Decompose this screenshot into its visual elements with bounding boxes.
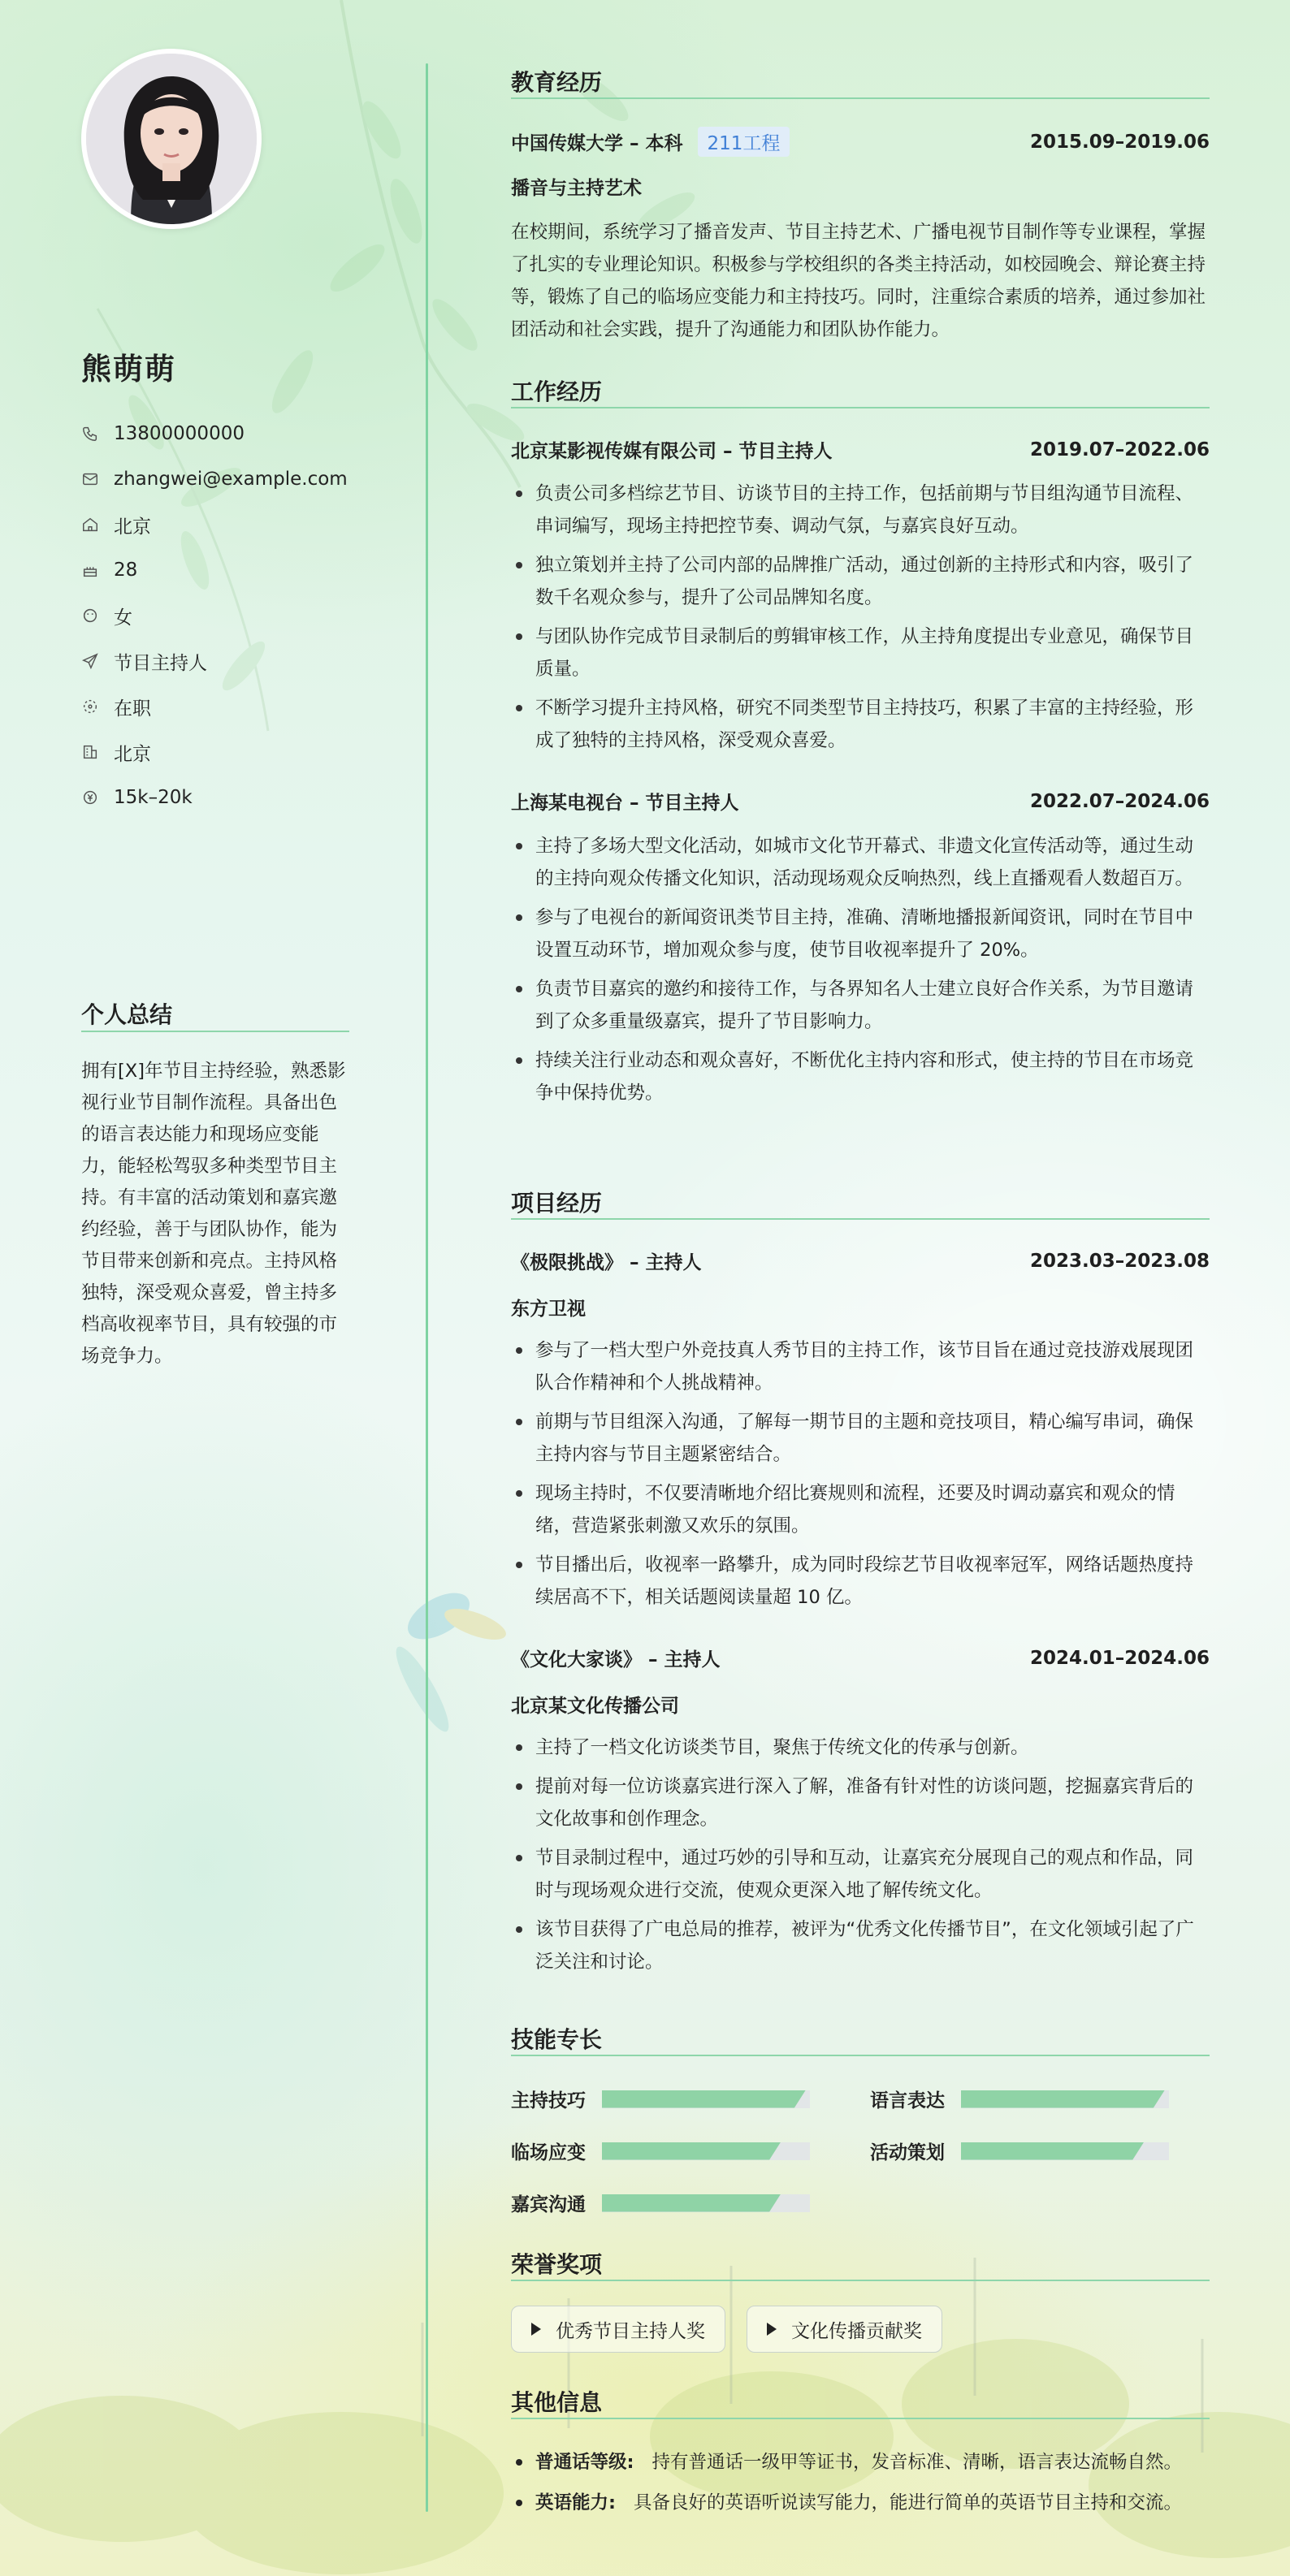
job-2-header: [511, 788, 1210, 815]
list-item: 与团队协作完成节目录制后的剪辑审核工作，从主持角度提出专业意见，确保节目质量。: [511, 620, 1210, 685]
projects-rule: [511, 1218, 1210, 1220]
list-item: 参与了电视台的新闻资讯类节目主持，准确、清晰地播报新闻资讯，同时在节目中设置互动环节，增加观众参与度，使节目收视率提升了 20%。: [511, 901, 1210, 966]
person-name: 熊萌萌: [81, 352, 176, 387]
list-item: 前期与节目组深入沟通，了解每一期节目的主题和竞技项目，精心编写串词，确保主持内容与节目主题紧密结合。: [511, 1406, 1210, 1471]
list-item: 该节目获得了广电总局的推荐，被评为“优秀文化传播节目”，在文化领域引起了广泛关注和讨论。: [511, 1913, 1210, 1978]
work-rule: [511, 407, 1210, 408]
skill-bar-fill: [961, 2090, 1165, 2108]
send-icon: [81, 652, 99, 670]
education-school: 中国传媒大学 – 本科: [511, 133, 683, 154]
contact-info-list: [81, 411, 348, 820]
list-item: 负责公司多档综艺节目、访谈节目的主持工作，包括前期与节目组沟通节目流程、串词编写，现场主持把控节奏、调动气氛，与嘉宾良好互动。: [511, 478, 1210, 542]
home-icon: [81, 516, 99, 534]
skill-bar: [961, 2090, 1169, 2108]
other-info-list: [511, 2446, 1210, 2527]
list-item: 独立策划并主持了公司内部的品牌推广活动，通过创新的主持形式和内容，吸引了数千名观众参与，提升了公司品牌知名度。: [511, 549, 1210, 614]
building-icon: [81, 743, 99, 761]
list-item: 提前对每一位访谈嘉宾进行深入了解，准备有针对性的访谈问题，挖掘嘉宾背后的文化故事和创作理念。: [511, 1770, 1210, 1835]
other-title: 其他信息: [511, 2389, 603, 2416]
skill-label: 临场应变: [511, 2142, 586, 2163]
info-phone-value: 13800000000: [114, 423, 245, 444]
skill-bar: [961, 2142, 1169, 2160]
list-item: 持续关注行业动态和观众喜好，不断优化主持内容和形式，使主持的节目在市场竞争中保持优势。: [511, 1044, 1210, 1109]
info-email: [81, 456, 348, 502]
info-position-value: 节目主持人: [114, 652, 207, 674]
project-2-bullets: [511, 1731, 1210, 1985]
info-city-value: 北京: [114, 743, 151, 765]
education-rule: [511, 97, 1210, 99]
education-header: [511, 127, 1210, 157]
skill-bar: [602, 2090, 810, 2108]
skill-item: [511, 2189, 810, 2216]
portrait-image: [86, 54, 257, 224]
work-title: 工作经历: [511, 378, 603, 405]
project-2-header: [511, 1645, 1210, 1671]
project-1-header: [511, 1247, 1210, 1274]
project-1-org: 东方卫视: [511, 1299, 586, 1320]
skill-bar: [602, 2194, 810, 2212]
info-position: [81, 638, 348, 684]
list-item: 节目播出后，收视率一路攀升，成为同时段综艺节目收视率冠军，网络话题热度持续居高不下，相关话题阅读量超 10 亿。: [511, 1549, 1210, 1614]
summary-text: 拥有[X]年节目主持经验，熟悉影视行业节目制作流程。具备出色的语言表达能力和现场应变能力，能轻松驾驭多种类型节目主持。有丰富的活动策划和嘉宾邀约经验，善于与团队协作，能为节目带来创新和亮点。主持风格独特，深受观众喜爱，曾主持多档高收视率节目，具有较强的市场竞争力。: [81, 1061, 346, 1367]
education-desc: 在校期间，系统学习了播音发声、节目主持艺术、广播电视节目制作等专业课程，掌握了扎实的专业理论知识。积极参与学校组织的各类主持活动，如校园晚会、辩论赛主持等，锻炼了自己的临场应变能力和主持技巧。同时，注重综合素质的培养，通过参加社团活动和社会实践，提升了沟通能力和团队协作能力。: [511, 222, 1206, 340]
info-gender-value: 女: [114, 607, 132, 629]
award-badge: [511, 2306, 725, 2353]
list-item: [511, 2487, 1210, 2519]
play-icon: [531, 2323, 541, 2336]
project-2-org: 北京某文化传播公司: [511, 1696, 679, 1717]
list-item: 负责节目嘉宾的邀约和接待工作，与各界知名人士建立良好合作关系，为节目邀请到了众多重量级嘉宾，提升了节目影响力。: [511, 973, 1210, 1038]
list-item: 节目录制过程中，通过巧妙的引导和互动，让嘉宾充分展现自己的观点和作品，同时与现场观众进行交流，使观众更深入地了解传统文化。: [511, 1842, 1210, 1907]
skill-item: [511, 2137, 810, 2164]
other-value: 具备良好的英语听说读写能力，能进行简单的英语节目主持和交流。: [634, 2492, 1183, 2513]
job-1-header: [511, 436, 1210, 463]
cake-icon: [81, 561, 99, 579]
summary-title: 个人总结: [81, 1001, 173, 1028]
salary-icon: [81, 789, 99, 806]
play-icon: [767, 2323, 777, 2336]
job-1-company: 北京某影视传媒有限公司 – 节目主持人: [511, 441, 833, 462]
skill-bar-fill: [961, 2142, 1144, 2160]
info-home: [81, 502, 348, 547]
project-2-date: 2024.01–2024.06: [1029, 1647, 1210, 1669]
info-salary-value: 15k–20k: [114, 787, 193, 808]
info-salary: [81, 775, 348, 820]
info-age: [81, 547, 348, 593]
skills-rule: [511, 2055, 1210, 2056]
info-city: [81, 729, 348, 775]
skill-label: 主持技巧: [511, 2090, 586, 2111]
skill-bar: [602, 2142, 810, 2160]
skills-title: 技能专长: [511, 2026, 603, 2053]
list-item: [511, 2446, 1210, 2479]
job-2-date: 2022.07–2024.06: [1029, 790, 1210, 812]
skill-label: 嘉宾沟通: [511, 2194, 586, 2215]
avatar: [81, 49, 262, 229]
skill-item: [870, 2085, 1169, 2112]
info-email-value: zhangwei@example.com: [114, 469, 348, 490]
project-2-name: 《文化大家谈》 – 主持人: [511, 1649, 721, 1671]
awards-title: 荣誉奖项: [511, 2251, 603, 2278]
skill-label: 语言表达: [870, 2090, 945, 2111]
list-item: 现场主持时，不仅要清晰地介绍比赛规则和流程，还要及时调动嘉宾和观众的情绪，营造紧张刺激又欢乐的氛围。: [511, 1477, 1210, 1542]
education-title: 教育经历: [511, 69, 603, 96]
skill-bar-fill: [602, 2090, 806, 2108]
list-item: 主持了一档文化访谈类节目，聚焦于传统文化的传承与创新。: [511, 1731, 1210, 1764]
summary-rule: [81, 1031, 349, 1032]
list-item: 参与了一档大型户外竞技真人秀节目的主持工作，该节目旨在通过竞技游戏展现团队合作精神和个人挑战精神。: [511, 1334, 1210, 1399]
email-icon: [81, 470, 99, 488]
award-label: 优秀节目主持人奖: [556, 2320, 705, 2342]
skill-label: 活动策划: [870, 2142, 945, 2163]
education-major: 播音与主持艺术: [511, 178, 642, 199]
award-label: 文化传播贡献奖: [791, 2320, 922, 2342]
skill-bar-fill: [602, 2194, 781, 2212]
skill-bar-fill: [602, 2142, 781, 2160]
column-divider: [426, 63, 428, 2512]
other-key: 普通话等级:: [535, 2452, 634, 2473]
job-1-bullets: [511, 478, 1210, 763]
skill-item: [870, 2137, 1169, 2164]
list-item: 不断学习提升主持风格，研究不同类型节目主持技巧，积累了丰富的主持经验，形成了独特的主持风格，深受观众喜爱。: [511, 692, 1210, 757]
projects-title: 项目经历: [511, 1190, 603, 1217]
other-rule: [511, 2418, 1210, 2419]
info-age-value: 28: [114, 560, 138, 581]
project-1-date: 2023.03–2023.08: [1029, 1250, 1210, 1272]
education-tag: 211工程: [698, 127, 790, 157]
info-home-value: 北京: [114, 516, 151, 538]
project-1-name: 《极限挑战》 – 主持人: [511, 1252, 702, 1273]
job-2-bullets: [511, 830, 1210, 1116]
list-item: 主持了多场大型文化活动，如城市文化节开幕式、非遗文化宣传活动等，通过生动的主持向观众传播文化知识，活动现场观众反响热烈，线上直播观看人数超百万。: [511, 830, 1210, 895]
info-status: [81, 684, 348, 729]
info-phone: [81, 411, 348, 456]
job-1-date: 2019.07–2022.06: [1029, 439, 1210, 460]
gender-icon: [81, 607, 99, 625]
other-value: 持有普通话一级甲等证书，发音标准、清晰，语言表达流畅自然。: [651, 2452, 1183, 2473]
info-gender: [81, 593, 348, 638]
other-key: 英语能力:: [535, 2492, 616, 2513]
awards-rule: [511, 2280, 1210, 2281]
job-2-company: 上海某电视台 – 节目主持人: [511, 793, 739, 814]
phone-icon: [81, 425, 99, 443]
award-badge: [747, 2306, 942, 2353]
status-icon: [81, 698, 99, 715]
skill-item: [511, 2085, 810, 2112]
info-status-value: 在职: [114, 698, 151, 720]
education-date: 2015.09–2019.06: [1029, 131, 1210, 153]
project-1-bullets: [511, 1334, 1210, 1620]
